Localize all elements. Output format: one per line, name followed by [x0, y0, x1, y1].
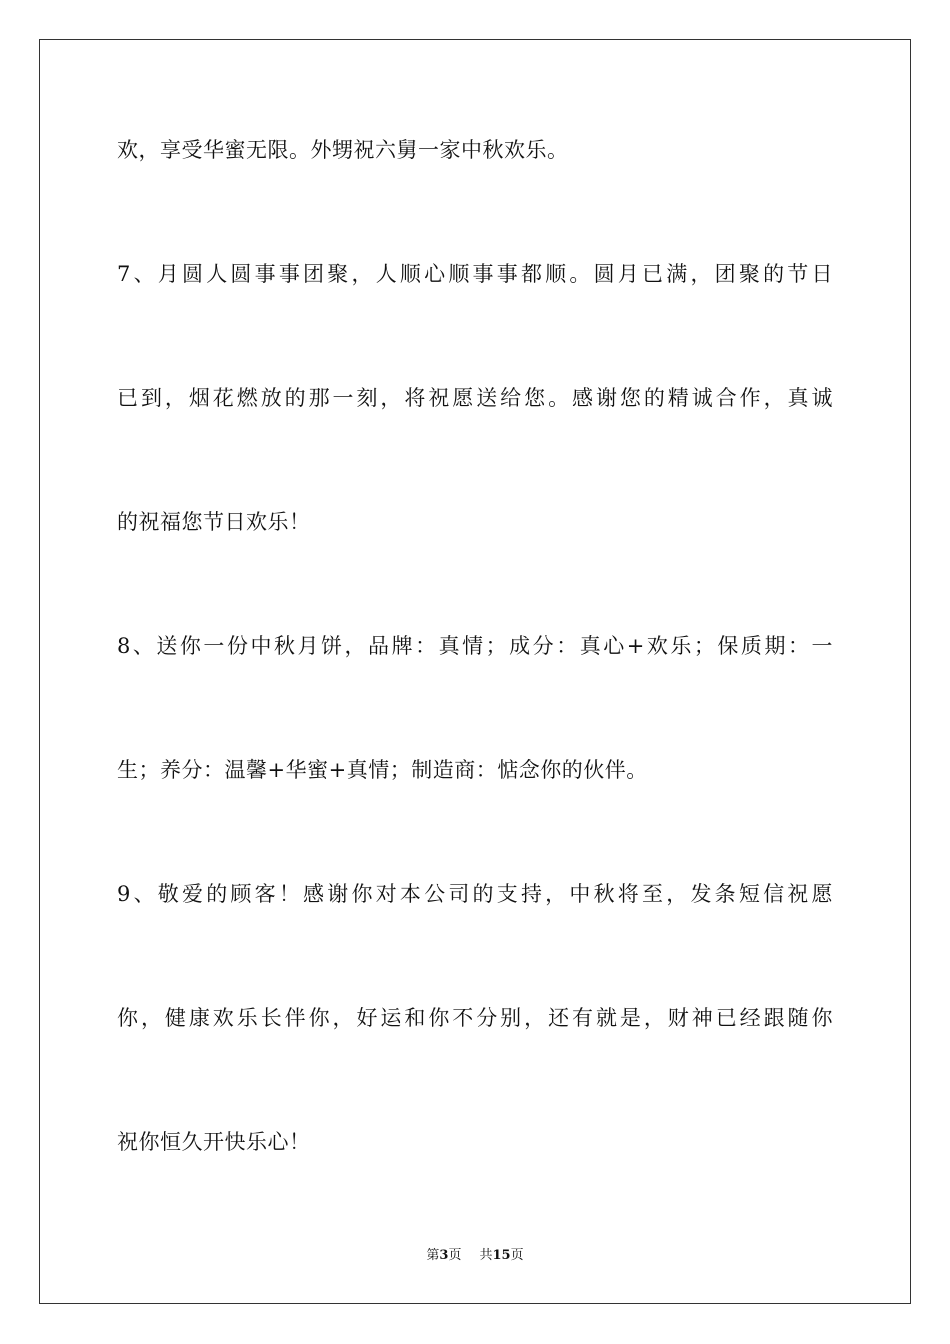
text-line-6: 生；养分：温馨+华蜜+真情；制造商：惦念你的伙伴。	[117, 758, 648, 782]
total-suffix: 页	[510, 1248, 524, 1263]
text-line-9: 祝你恒久开快乐心！	[117, 1130, 311, 1154]
page-footer	[0, 1247, 950, 1265]
total-prefix: 共	[479, 1248, 493, 1263]
page-prefix: 第	[426, 1248, 440, 1263]
text-line-1: 欢，享受华蜜无限。外甥祝六舅一家中秋欢乐。	[117, 138, 569, 162]
text-line-3: 已到，烟花燃放的那一刻，将祝愿送给您。感谢您的精诚合作，真诚	[117, 386, 833, 410]
text-line-5: 8、送你一份中秋月饼，品牌：真情；成分：真心+欢乐；保质期：一	[117, 634, 833, 658]
text-line-8: 你，健康欢乐长伴你，好运和你不分别，还有就是，财神已经跟随你	[117, 1006, 833, 1030]
page-suffix: 页	[448, 1248, 462, 1263]
page-number: 3	[439, 1248, 449, 1263]
text-line-4: 的祝福您节日欢乐！	[117, 510, 311, 534]
page-frame	[39, 39, 911, 1304]
text-line-2: 7、月圆人圆事事团聚，人顺心顺事事都顺。圆月已满，团聚的节日	[117, 262, 833, 286]
total-pages: 15	[492, 1248, 511, 1263]
text-line-7: 9、敬爱的顾客！感谢你对本公司的支持，中秋将至，发条短信祝愿	[117, 882, 833, 906]
